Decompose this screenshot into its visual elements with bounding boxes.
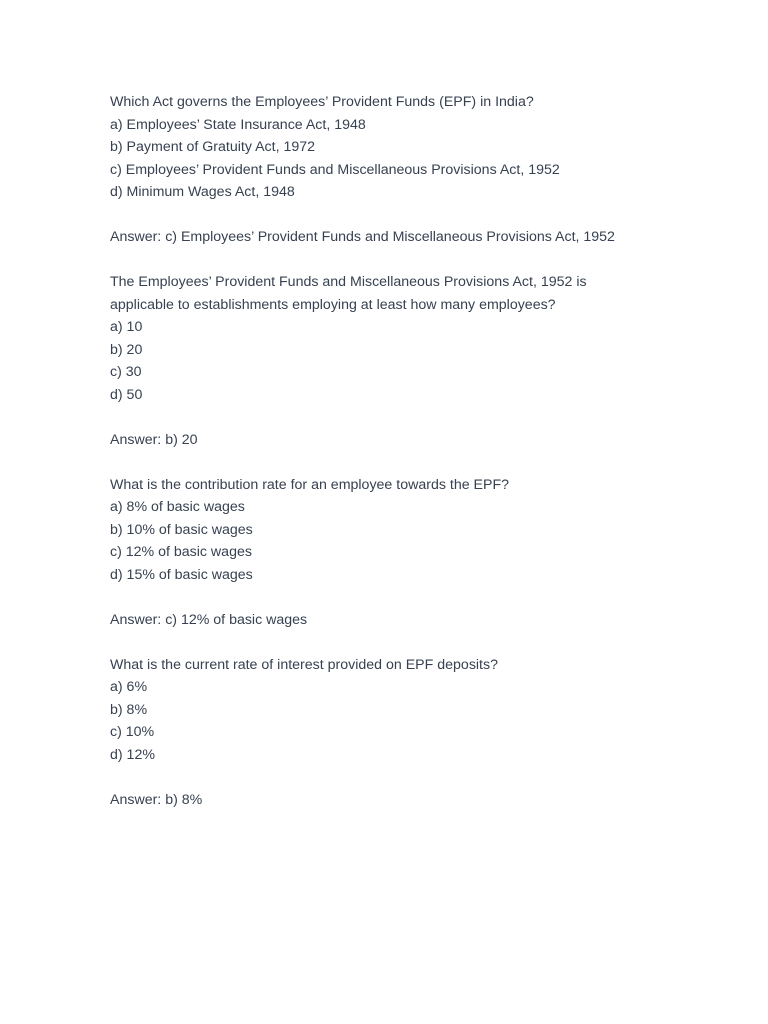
option-a: a) 10 [110,319,143,335]
question-text: Which Act governs the Employees’ Provident Funds (EPF) in India? [110,94,534,110]
spacer [110,631,670,654]
option-b: b) 10% of basic wages [110,521,253,538]
question-text: What is the current rate of interest provided on EPF deposits? [110,656,498,673]
question-text: applicable to establishments employing at least how many employees? [110,296,556,313]
document-page [110,91,670,811]
option-c: c) Employees’ Provident Funds and Miscellaneous Provisions Act, 1952 [110,161,560,178]
question-text: What is the contribution rate for an employee towards the EPF? [110,476,510,493]
spacer [110,586,670,609]
option-d: d) 15% of basic wages [110,566,253,583]
option-d: d) 50 [110,386,143,403]
question-block [110,654,670,812]
question-block [110,271,670,474]
option-c: c) 10% [110,724,155,740]
answer-text: Answer: b) 20 [110,431,198,448]
answer-text: Answer: b) 8% [110,791,203,808]
option-b: b) 8% [110,701,148,718]
option-a: a) 8% of basic wages [110,499,245,515]
question-block [110,474,670,654]
answer-text: Answer: c) 12% of basic wages [110,611,308,628]
spacer [110,249,670,272]
option-c: c) 30 [110,364,142,380]
option-c: c) 12% of basic wages [110,544,252,560]
option-b: b) Payment of Gratuity Act, 1972 [110,139,316,155]
spacer [110,766,670,789]
question-text: The Employees’ Provident Funds and Miscellaneous Provisions Act, 1952 is [110,274,587,290]
option-d: d) 12% [110,746,155,763]
spacer [110,406,670,429]
spacer [110,451,670,474]
option-d: d) Minimum Wages Act, 1948 [110,184,295,200]
question-block [110,91,670,271]
option-a: a) Employees’ State Insurance Act, 1948 [110,116,366,133]
option-b: b) 20 [110,341,143,358]
option-a: a) 6% [110,679,148,695]
answer-text: Answer: c) Employees’ Provident Funds and Miscellaneous Provisions Act, 1952 [110,229,615,245]
spacer [110,204,670,227]
